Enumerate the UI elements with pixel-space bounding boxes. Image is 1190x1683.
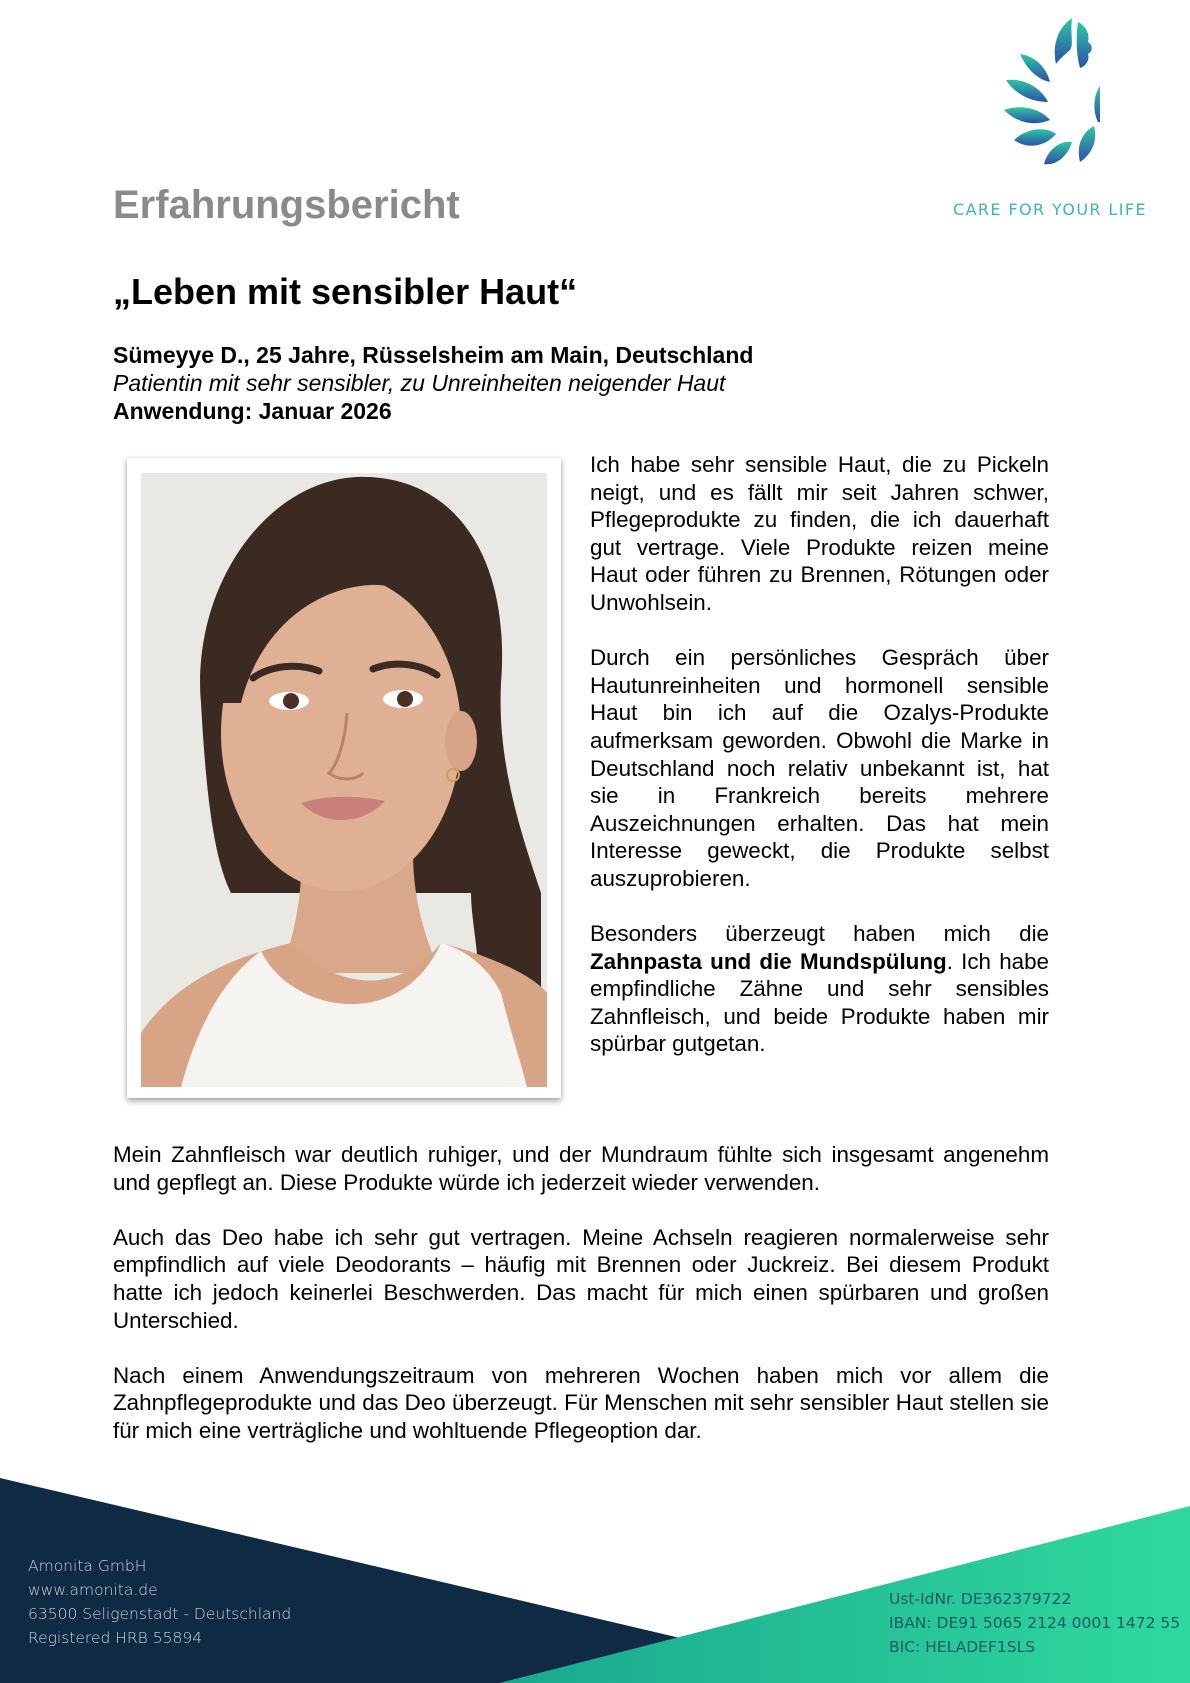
body-text bbox=[113, 1141, 1049, 1472]
company-website[interactable]: www.amonita.de bbox=[28, 1581, 158, 1599]
paragraph-4: Mein Zahnfleisch war deutlich ruhiger, und der Mundraum fühlte sich insgesamt angenehm und gepflegt an. Diese Produkte würde ich jederzeit wieder verwenden. bbox=[113, 1142, 1049, 1195]
paragraph-1: Ich habe sehr sensible Haut, die zu Pickeln neigt, und es fällt mir seit Jahren schwer, Pflegeprodukte zu finden, die ich dauerhaft gut vertrage. Viele Produkte reizen meine Haut oder führen zu Brennen, Rötungen oder Unwohlsein. bbox=[590, 452, 1049, 615]
company-name: Amonita GmbH bbox=[28, 1557, 147, 1575]
footer-company-info bbox=[28, 1554, 291, 1650]
paragraph-5: Auch das Deo habe ich sehr gut vertragen. Meine Achseln reagieren normalerweise sehr empfindlich auf viele Deodorants – häufig mit Brennen oder Juckreiz. Bei diesem Produkt hatte ich jedoch keinerlei Beschwerden. Das macht für mich einen spürbaren und großen Unterschied. bbox=[113, 1224, 1049, 1333]
lotus-face-icon bbox=[1000, 14, 1100, 174]
paragraph-3 bbox=[590, 920, 1049, 1058]
paragraph-2: Durch ein persönliches Gespräch über Hautunreinheiten und hormonell sensible Haut bin ich auf die Ozalys-Produkte aufmerksam geworden. Obwohl die Marke in Deutschland noch relativ unbekannt ist, hat sie in Frankreich bereits mehrere Auszeichnungen erhalten. Das hat mein Interesse geweckt, die Produkte selbst auszuprobieren. bbox=[590, 645, 1049, 891]
company-logo bbox=[940, 14, 1160, 219]
company-address: 63500 Seligenstadt - Deutschland bbox=[28, 1605, 292, 1623]
brand-tagline: CARE FOR YOUR LIFE bbox=[953, 200, 1147, 219]
company-register: Registered HRB 55894 bbox=[28, 1629, 203, 1647]
photo-frame bbox=[127, 458, 561, 1098]
iban: IBAN: DE91 5065 2124 0001 1472 55 bbox=[889, 1614, 1181, 1632]
footer-bank-info bbox=[889, 1587, 1180, 1659]
intro-column bbox=[590, 451, 1049, 1086]
condition-line: Patientin mit sehr sensibler, zu Unreinheiten neigender Haut bbox=[113, 370, 726, 396]
paragraph-6: Nach einem Anwendungszeitraum von mehreren Wochen haben mich vor allem die Zahnpflegeprodukte und das Deo überzeugt. Für Menschen mit sehr sensibler Haut stellen sie für mich eine verträgliche und wohltuende Pflegeoption dar. bbox=[113, 1362, 1049, 1443]
patient-meta bbox=[113, 341, 753, 425]
paragraph-3-start: Besonders überzeugt haben mich die bbox=[590, 921, 1049, 947]
portrait-photo bbox=[141, 473, 547, 1087]
document-type: Erfahrungsbericht bbox=[113, 183, 460, 227]
paragraph-3-highlight: Zahnpasta und die Mundspülung bbox=[590, 948, 947, 974]
report-title: „Leben mit sensibler Haut“ bbox=[113, 271, 578, 312]
vat-id: Ust-IdNr. DE362379722 bbox=[889, 1590, 1072, 1608]
author-line: Sümeyye D., 25 Jahre, Rüsselsheim am Main, Deutschland bbox=[113, 342, 754, 368]
usage-line: Anwendung: Januar 2026 bbox=[113, 398, 392, 424]
bic: BIC: HELADEF1SLS bbox=[889, 1638, 1036, 1656]
paragraph-3-end: . Ich habe empfindliche Zähne und sehr sensibles Zahnfleisch, und beide Produkte haben mir spürbar gutgetan. bbox=[590, 948, 1050, 1057]
